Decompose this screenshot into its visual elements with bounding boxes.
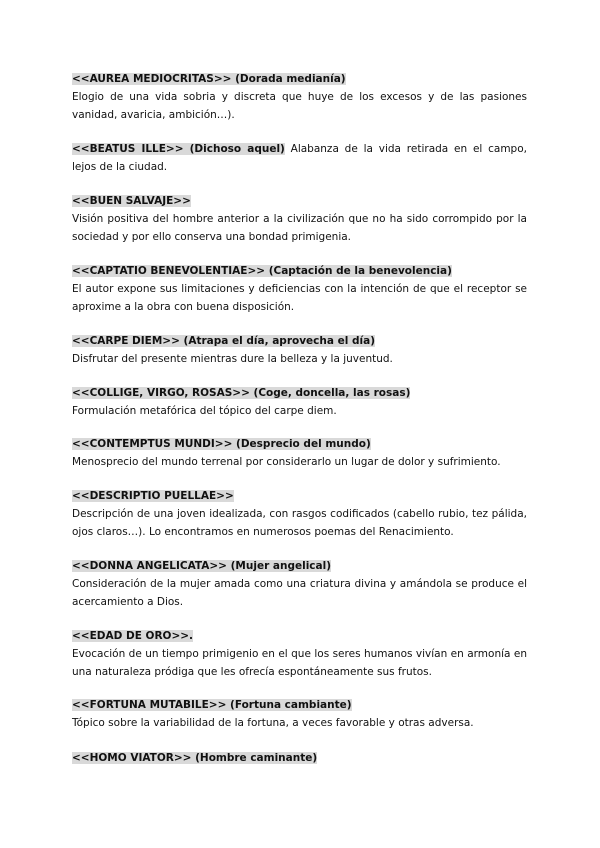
entry-buen-salvaje [72,192,527,246]
entry-description: Descripción de una joven idealizada, con rasgos codificados (cabello rubio, tez pálida, ojos claros…). Lo encontramos en numerosos poemas del Renacimiento. [72,508,527,538]
entry-description: Alabanza de la vida retirada en el campo, lejos de la ciudad. [72,143,527,173]
entry-title: <<DONNA ANGELICATA>> (Mujer angelical) [72,560,332,572]
entry-description: Menosprecio del mundo terrenal por considerarlo un lugar de dolor y sufrimiento. [72,456,501,468]
entry-title: <<HOMO VIATOR>> (Hombre caminante) [72,752,318,764]
entry-carpe-diem [72,332,527,368]
entry-collige-virgo-rosas [72,384,527,420]
entry-title: <<EDAD DE ORO>>. [72,630,194,642]
entry-fortuna-mutabile [72,696,527,732]
entry-donna-angelicata [72,557,527,611]
entry-description: Disfrutar del presente mientras dure la belleza y la juventud. [72,353,393,365]
entry-title: <<COLLIGE, VIRGO, ROSAS>> (Coge, doncella, las rosas) [72,387,411,399]
entry-description: Evocación de un tiempo primigenio en el que los seres humanos vivían en armonía en una naturaleza pródiga que les ofrecía espontáneamente sus frutos. [72,648,527,678]
entry-description: Formulación metafórica del tópico del carpe diem. [72,405,337,417]
entry-title: <<CARPE DIEM>> (Atrapa el día, aprovecha el día) [72,335,375,347]
entry-title: <<FORTUNA MUTABILE>> (Fortuna cambiante) [72,699,352,711]
entry-description: Tópico sobre la variabilidad de la fortuna, a veces favorable y otras adversa. [72,717,474,729]
entry-title: <<DESCRIPTIO PUELLAE>> [72,490,234,502]
entry-descriptio-puellae [72,487,527,541]
entry-title: <<CAPTATIO BENEVOLENTIAE>> (Captación de la benevolencia) [72,265,452,277]
entry-title: <<CONTEMPTUS MUNDI>> (Desprecio del mundo) [72,438,371,450]
entry-edad-de-oro [72,627,527,681]
entry-description: Visión positiva del hombre anterior a la civilización que no ha sido corrompido por la sociedad y por ello conserva una bondad primigenia. [72,213,527,243]
entry-beatus-ille [72,140,527,176]
entry-captatio-benevolentiae [72,262,527,316]
entry-title: <<AUREA MEDIOCRITAS>> (Dorada medianía) [72,73,346,85]
entry-homo-viator [72,749,527,767]
entry-title: <<BEATUS ILLE>> (Dichoso aquel) [72,143,285,155]
entry-contemptus-mundi [72,435,527,471]
entry-description: Consideración de la mujer amada como una criatura divina y amándola se produce el acercamiento a Dios. [72,578,527,608]
entry-title: <<BUEN SALVAJE>> [72,195,191,207]
entry-aurea-mediocritas [72,70,527,124]
entry-description: El autor expone sus limitaciones y deficiencias con la intención de que el receptor se aproxime a la obra con buena disposición. [72,283,527,313]
entry-description: Elogio de una vida sobria y discreta que huye de los excesos y de las pasiones vanidad, avaricia, ambición…). [72,91,527,121]
